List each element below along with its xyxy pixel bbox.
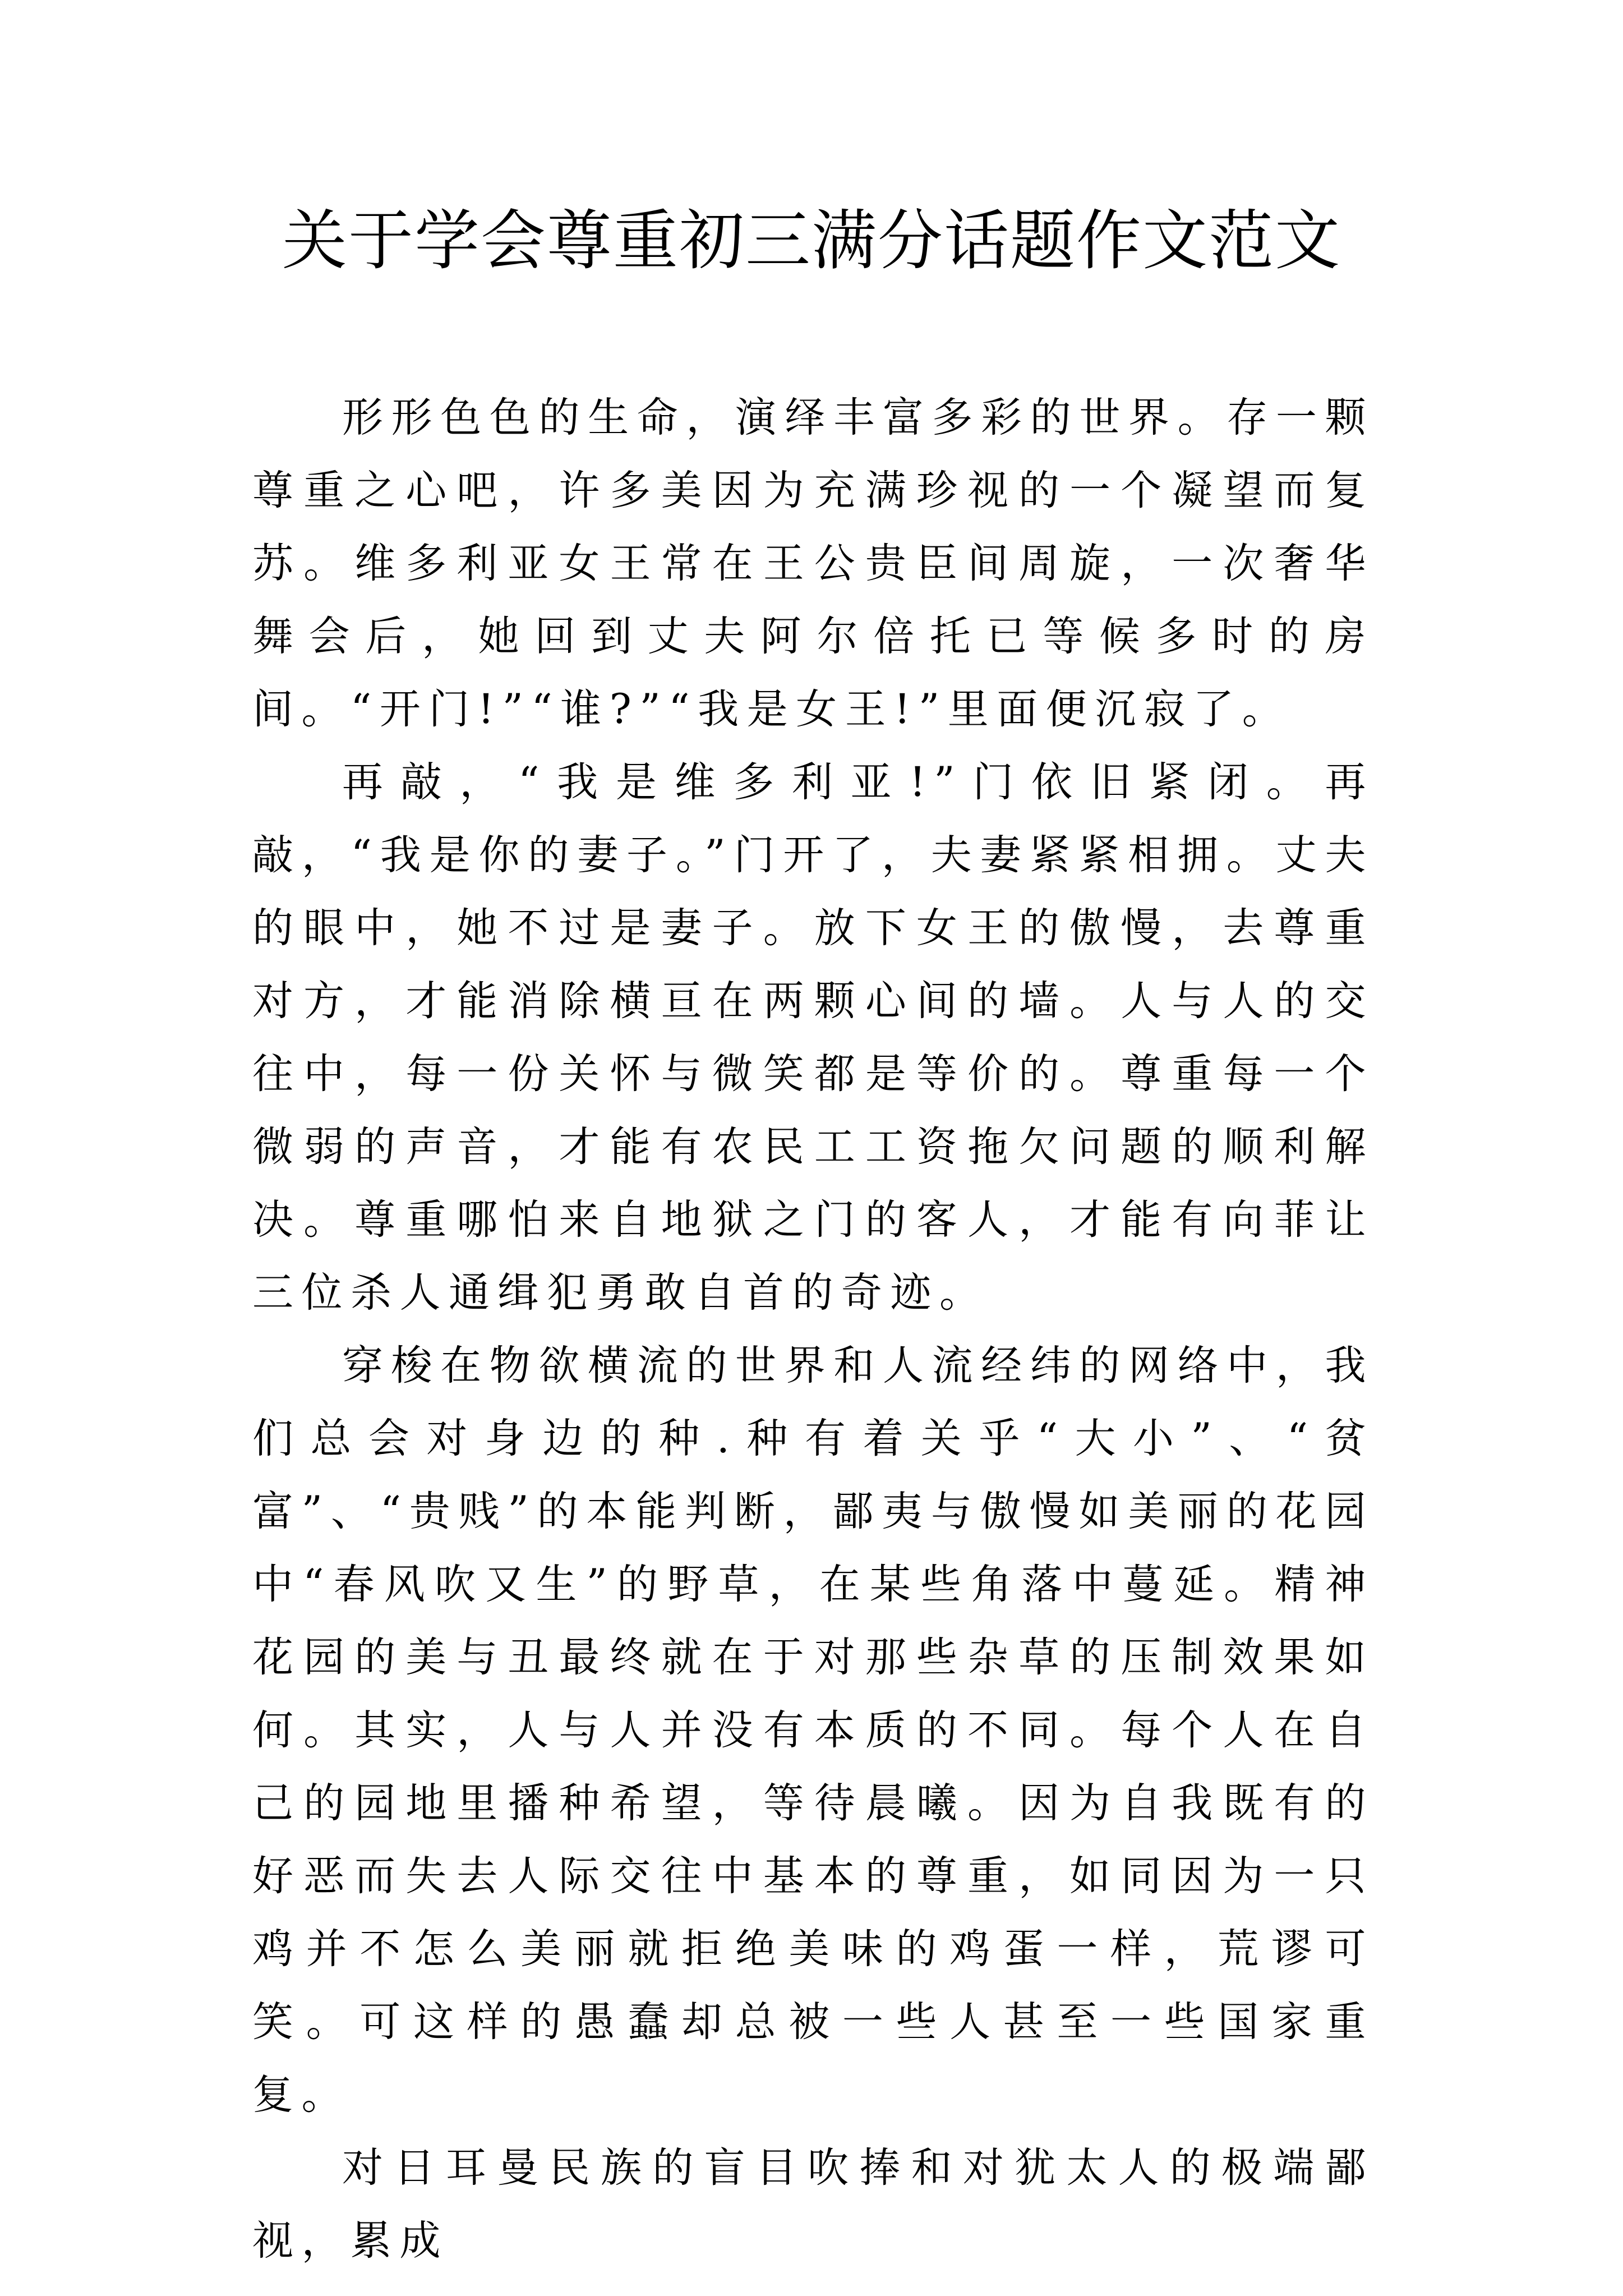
paragraph: 对日耳曼民族的盲目吹捧和对犹太人的极端鄙视，累成: [252, 2144, 1374, 2265]
paragraph: 形形色色的生命，演绎丰富多彩的世界。存一颗尊重之心吧，许多美因为充满珍视的一个凝望而复苏。维多利亚女王常在王公贵臣间周旋，一次奢华舞会后，她回到丈夫阿尔倍托已等候多时的房间。“开门!”“谁?”“我是女王!”里面便沉寂了。: [252, 394, 1374, 733]
document-body: [252, 381, 1374, 2277]
paragraph: 再敲，“我是维多利亚!”门依旧紧闭。再敲，“我是你的妻子。”门开了，夫妻紧紧相拥。丈夫的眼中，她不过是妻子。放下女王的傲慢，去尊重对方，才能消除横亘在两颗心间的墙。人与人的交往中，每一份关怀与微笑都是等价的。尊重每一个微弱的声音，才能有农民工工资拖欠问题的顺利解决。尊重哪怕来自地狱之门的客人，才能有向菲让三位杀人通缉犯勇敢自首的奇迹。: [252, 758, 1374, 1317]
paragraph: 穿梭在物欲横流的世界和人流经纬的网络中，我们总会对身边的种.种有着关乎“大小”、“贫富”、“贵贱”的本能判断，鄙夷与傲慢如美丽的花园中“春风吹又生”的野草，在某些角落中蔓延。精神花园的美与丑最终就在于对那些杂草的压制效果如何。其实，人与人并没有本质的不同。每个人在自己的园地里播种希望，等待晨曦。因为自我既有的好恶而失去人际交往中基本的尊重，如同因为一只鸡并不怎么美丽就拒绝美味的鸡蛋一样，荒谬可笑。可这样的愚蠢却总被一些人甚至一些国家重复。: [252, 1342, 1374, 2119]
document-title: 关于学会尊重初三满分话题作文范文: [282, 203, 1341, 279]
